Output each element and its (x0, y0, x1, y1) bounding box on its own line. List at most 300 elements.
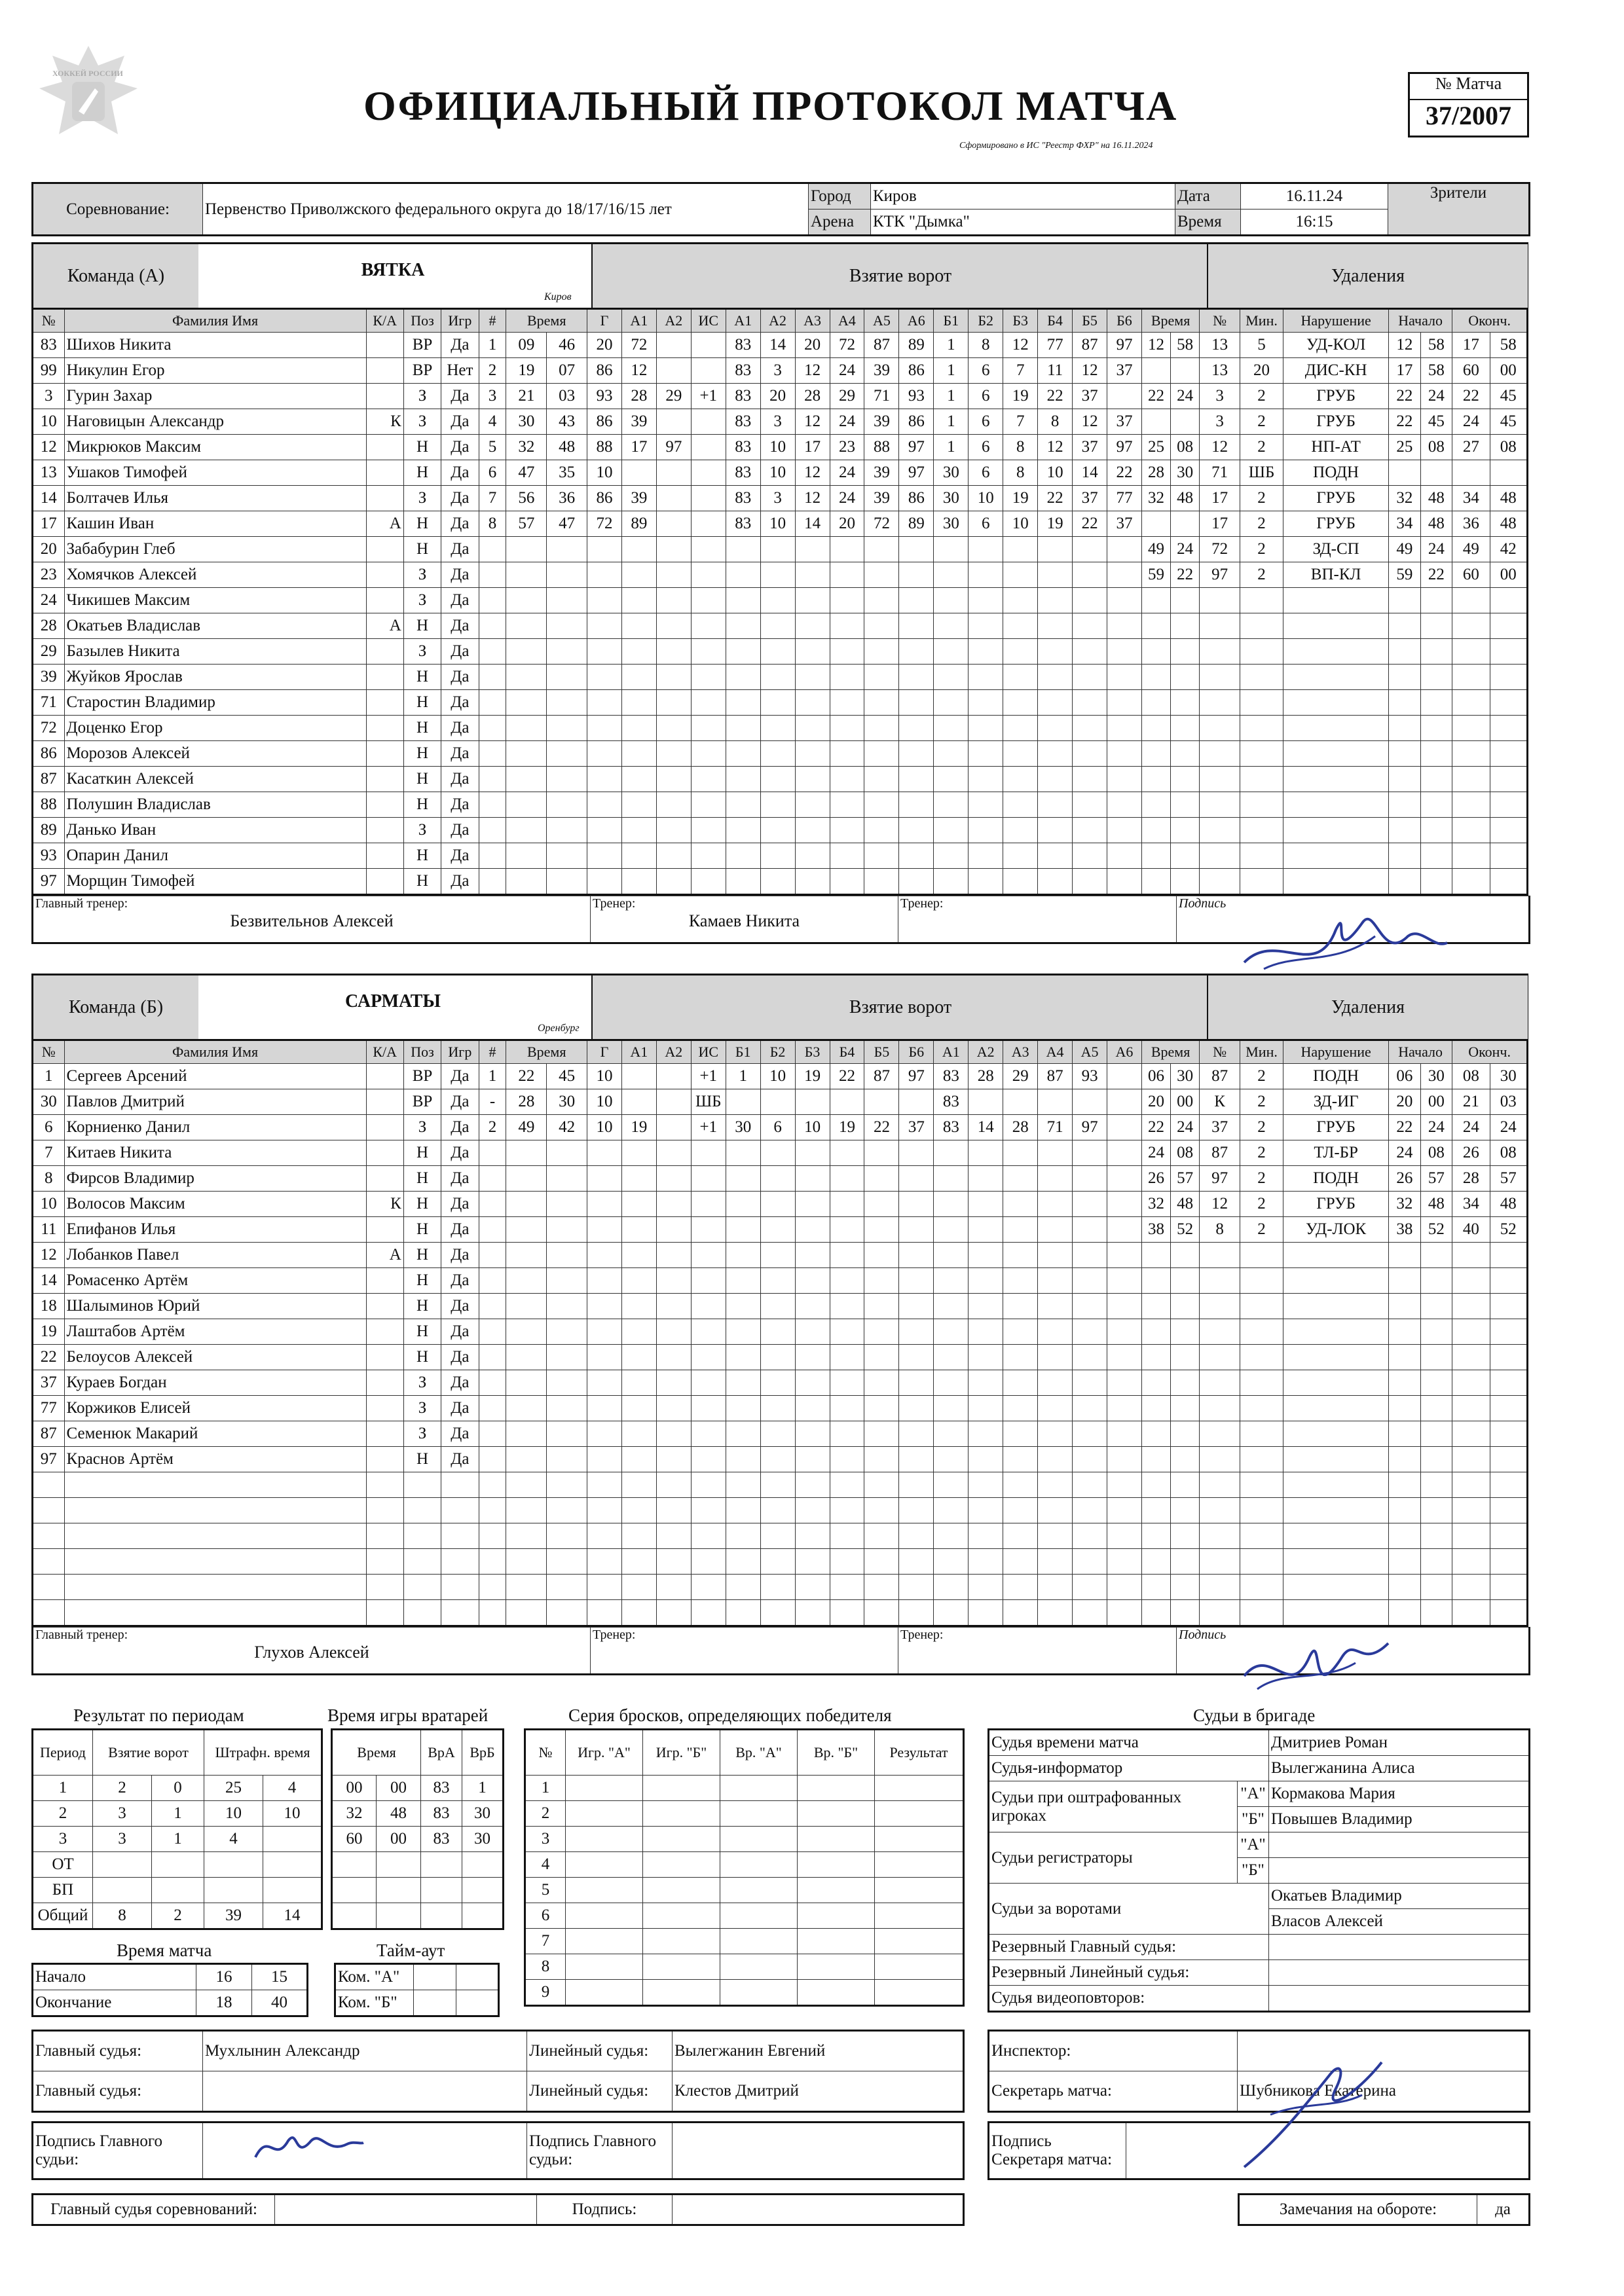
goal-cell (830, 1294, 864, 1319)
goal-cell: 83 (934, 1064, 969, 1089)
goal-cell (830, 1192, 864, 1217)
goal-cell (479, 1549, 506, 1575)
goal-cell (656, 1115, 691, 1140)
goal-cell (934, 1294, 969, 1319)
penalty-cell: 08 (1171, 435, 1200, 460)
coach-label: Тренер: (900, 1628, 944, 1642)
goal-cell (506, 1319, 547, 1345)
penalty-cell (1141, 1498, 1170, 1523)
header-onice-away: А3 (1003, 1040, 1038, 1064)
penalty-cell (1240, 1370, 1283, 1396)
shootout-no: 6 (525, 1903, 566, 1929)
penalty-cell: 26 (1389, 1166, 1421, 1192)
goal-cell (656, 869, 691, 895)
goal-cell (760, 1166, 795, 1192)
goal-cell (506, 588, 547, 613)
goal-cell (1003, 665, 1038, 690)
penalty-cell: ПОДН (1283, 1166, 1389, 1192)
penalty-cell (1389, 1549, 1421, 1575)
goal-cell (899, 767, 934, 792)
goal-cell (1038, 869, 1073, 895)
penalty-cell: 2 (1240, 537, 1283, 562)
penalty-cell: 2 (1240, 486, 1283, 511)
penalty-cell (1200, 588, 1240, 613)
goal-cell (1003, 588, 1038, 613)
player-cell: Да (441, 1166, 479, 1192)
goal-cell (1107, 818, 1142, 843)
goal-cell (621, 843, 656, 869)
goal-cell (899, 818, 934, 843)
player-cell: Болтачев Илья (64, 486, 366, 511)
goal-cell (587, 741, 621, 767)
penalty-cell (1240, 818, 1283, 843)
penalty-cell (1283, 1319, 1389, 1345)
header-play: Игр (441, 309, 479, 333)
team-a-table (31, 308, 1528, 896)
goal-cell (934, 1166, 969, 1192)
penalty-cell (1452, 1549, 1490, 1575)
player-cell: ВР (403, 358, 441, 384)
goal-cell (864, 1345, 899, 1370)
period-cell: Общий (33, 1903, 93, 1929)
goal-cell (795, 1217, 830, 1243)
penalty-cell: 22 (1420, 562, 1452, 588)
goal-cell (830, 818, 864, 843)
goal-cell (726, 1319, 760, 1345)
goal-cell (795, 639, 830, 665)
penalty-cell (1452, 716, 1490, 741)
header-onice-away: Б2 (969, 309, 1003, 333)
goal-cell (1107, 1345, 1142, 1370)
goal-cell (830, 1217, 864, 1243)
goal-cell (506, 1396, 547, 1421)
goal-cell: 10 (760, 460, 795, 486)
goal-cell (479, 1319, 506, 1345)
penalty-cell (1490, 869, 1527, 895)
penalty-cell (1389, 1421, 1421, 1447)
goal-cell (830, 792, 864, 818)
penalty-cell: 34 (1452, 1192, 1490, 1217)
goal-cell: 12 (795, 409, 830, 435)
goal-cell (726, 818, 760, 843)
goal-cell (656, 716, 691, 741)
goal-cell (1107, 869, 1142, 895)
goal-cell (899, 1243, 934, 1268)
goal-cell (899, 1549, 934, 1575)
goal-cell (1073, 1549, 1107, 1575)
goal-cell (934, 741, 969, 767)
goal-cell (726, 1421, 760, 1447)
goal-cell (506, 613, 547, 639)
goal-cell: 7 (1003, 358, 1038, 384)
penalty-cell (1240, 1447, 1283, 1472)
goal-cell (1038, 1243, 1073, 1268)
goal-cell (506, 1370, 547, 1396)
player-cell: 97 (33, 869, 65, 895)
team-b-coach1 (591, 1628, 898, 1675)
header-p_min: Мин. (1240, 1040, 1283, 1064)
player-cell: Да (441, 333, 479, 358)
goal-cell: 93 (899, 384, 934, 409)
goal-cell (969, 869, 1003, 895)
goal-cell (479, 639, 506, 665)
goal-cell (1073, 818, 1107, 843)
goal-cell: 5 (479, 435, 506, 460)
goal-cell (795, 792, 830, 818)
goal-cell (1038, 1575, 1073, 1600)
goal-cell (864, 1600, 899, 1626)
period-cell: 1 (152, 1827, 204, 1852)
goal-cell: 10 (1003, 511, 1038, 537)
reserve-linesman (1269, 1960, 1530, 1986)
header-onice-home: А5 (864, 309, 899, 333)
goal-cell (864, 1421, 899, 1447)
periods-table (31, 1728, 323, 1930)
player-cell (366, 818, 403, 843)
match-end-m: 40 (252, 1990, 308, 2016)
goal-cell (1038, 1370, 1073, 1396)
goal-cell (969, 792, 1003, 818)
reserve-referee-label: Резервный Главный судья: (989, 1935, 1269, 1960)
goal-cell (1003, 1421, 1038, 1447)
goal-cell (479, 690, 506, 716)
penalty-cell: ЗД-ИГ (1283, 1089, 1389, 1115)
shootout-cell (566, 1929, 643, 1954)
goal-cell: 28 (1003, 1115, 1038, 1140)
goalie-row (332, 1852, 504, 1878)
goal-cell (691, 792, 726, 818)
goal-cell (864, 1549, 899, 1575)
goal-cell (656, 409, 691, 435)
goal-cell (795, 767, 830, 792)
competition-info (31, 182, 1530, 236)
period-goals-header: Взятие ворот (93, 1730, 204, 1776)
goal-cell (479, 1166, 506, 1192)
player-cell: Да (441, 1115, 479, 1140)
goal-cell (587, 537, 621, 562)
goal-cell (1073, 1166, 1107, 1192)
penalty-cell: 45 (1490, 409, 1527, 435)
header-g_a2: А2 (656, 309, 691, 333)
goal-cell (691, 843, 726, 869)
goalie-cell (332, 1852, 377, 1878)
shootout-no: 8 (525, 1954, 566, 1980)
goal-cell (934, 1345, 969, 1370)
goal-cell (691, 1268, 726, 1294)
penalty-cell: 2 (1240, 1140, 1283, 1166)
penalty-cell: 59 (1141, 562, 1170, 588)
player-row (33, 511, 1528, 537)
penalty-cell: 24 (1171, 1115, 1200, 1140)
goal-cell (506, 1166, 547, 1192)
goal-cell (1003, 741, 1038, 767)
goal-cell (760, 1370, 795, 1396)
penalty-cell (1240, 1421, 1283, 1447)
penalty-cell (1141, 1396, 1170, 1421)
header-g_no: # (479, 1040, 506, 1064)
goal-cell (726, 1498, 760, 1523)
goal-cell (1107, 1140, 1142, 1166)
recorder-b-mark: "Б" (1238, 1858, 1269, 1884)
penalty-cell (1171, 358, 1200, 384)
player-cell (366, 843, 403, 869)
head-coach-name: Глухов Алексей (254, 1643, 369, 1662)
header-p_end: Оконч. (1452, 1040, 1528, 1064)
penalty-cell (1200, 869, 1240, 895)
goal-cell: 83 (726, 409, 760, 435)
goal-cell (621, 1192, 656, 1217)
reserve-linesman-label: Резервный Линейный судья: (989, 1960, 1269, 1986)
goalie-row (332, 1776, 504, 1801)
goalie-cell: 00 (377, 1827, 421, 1852)
penalty-cell (1389, 1370, 1421, 1396)
penalty-cell (1490, 639, 1527, 665)
goal-cell (969, 1396, 1003, 1421)
shootout-no: 4 (525, 1852, 566, 1878)
goal-cell (506, 869, 547, 895)
timekeeper-name: Дмитриев Роман (1269, 1730, 1530, 1756)
goalie-row (332, 1827, 504, 1852)
goal-cell (621, 562, 656, 588)
goal-cell (795, 690, 830, 716)
player-cell: Да (441, 537, 479, 562)
goal-cell (1038, 792, 1073, 818)
goal-cell (621, 1421, 656, 1447)
penalty-cell: 30 (1171, 460, 1200, 486)
penalty-cell (1171, 1421, 1200, 1447)
goal-cell: 28 (969, 1064, 1003, 1089)
goal-cell (864, 1243, 899, 1268)
goal-cell (899, 1498, 934, 1523)
goal-cell: 56 (506, 486, 547, 511)
penalty-cell (1200, 767, 1240, 792)
penalty-cell (1452, 741, 1490, 767)
goal-cell (934, 716, 969, 741)
player-row (33, 1217, 1528, 1243)
goal-cell (479, 1345, 506, 1370)
penalty-cell (1389, 1294, 1421, 1319)
player-cell: 12 (33, 1243, 65, 1268)
penalty-cell: 49 (1389, 537, 1421, 562)
penalty-cell (1420, 818, 1452, 843)
goal-cell: 37 (1073, 486, 1107, 511)
penalty-cell (1389, 1243, 1421, 1268)
header-p_time: Время (1141, 309, 1199, 333)
player-row (33, 537, 1528, 562)
penalty-cell (1141, 613, 1170, 639)
goal-cell (1073, 869, 1107, 895)
goal-cell (547, 1166, 587, 1192)
goal-cell (547, 1575, 587, 1600)
goal-cell (691, 1549, 726, 1575)
penalty-cell: 26 (1141, 1166, 1170, 1192)
player-cell: З (403, 818, 441, 843)
timeout-a-value (414, 1964, 456, 1990)
linesman-label: Линейный судья: (527, 2071, 673, 2112)
goal-cell (656, 1268, 691, 1294)
penalty-cell (1200, 1243, 1240, 1268)
penalty-cell: 12 (1389, 333, 1421, 358)
header-g_a2: А2 (656, 1040, 691, 1064)
penalty-cell (1283, 1243, 1389, 1268)
goal-cell: 12 (1003, 333, 1038, 358)
goal-cell (506, 1549, 547, 1575)
player-cell: Да (441, 1140, 479, 1166)
penalty-cell: 3 (1200, 384, 1240, 409)
penalty-cell: 30 (1490, 1064, 1527, 1089)
goal-cell (899, 537, 934, 562)
penalty-cell (1490, 1575, 1527, 1600)
goal-cell: 83 (934, 1115, 969, 1140)
goal-cell (1003, 1396, 1038, 1421)
head-coach-label: Главный тренер: (35, 896, 128, 911)
goal-cell (506, 639, 547, 665)
player-row (33, 333, 1528, 358)
goal-cell (726, 1192, 760, 1217)
goal-cell (1107, 1319, 1142, 1345)
goal-cell (969, 537, 1003, 562)
goal-cell (621, 588, 656, 613)
penalty-cell: 08 (1452, 1064, 1490, 1089)
goal-cell (1038, 1166, 1073, 1192)
penalty-cell (1490, 1523, 1527, 1549)
goal-cell (621, 818, 656, 843)
goal-cell (864, 843, 899, 869)
goal-cell (969, 1549, 1003, 1575)
goal-cell (726, 613, 760, 639)
goal-cell (547, 1217, 587, 1243)
goal-cell (547, 562, 587, 588)
team-a-head-coach (33, 896, 591, 943)
goal-cell: 12 (795, 486, 830, 511)
penalty-cell: 71 (1200, 460, 1240, 486)
goal-cell: 37 (1107, 409, 1142, 435)
goal-cell (1073, 1192, 1107, 1217)
penalty-cell (1389, 690, 1421, 716)
penalty-cell: 2 (1240, 1192, 1283, 1217)
goal-cell (547, 1268, 587, 1294)
goal-cell (479, 1192, 506, 1217)
penalty-cell: 22 (1452, 384, 1490, 409)
goal-cell (587, 1192, 621, 1217)
goal-cell: 10 (760, 1064, 795, 1089)
player-cell: Забабурин Глеб (64, 537, 366, 562)
penalty-cell: 00 (1490, 358, 1527, 384)
penalty-a-name: Кормакова Мария (1269, 1781, 1530, 1807)
penalty-cell (1420, 1319, 1452, 1345)
header-onice-away: А2 (969, 1040, 1003, 1064)
goal-cell: 24 (830, 460, 864, 486)
goal-cell (934, 818, 969, 843)
goal-cell (795, 537, 830, 562)
penalty-cell (1283, 613, 1389, 639)
goalie-cell (421, 1903, 462, 1929)
goal-cell (795, 1243, 830, 1268)
goal-cell (1073, 1396, 1107, 1421)
player-cell: Да (441, 690, 479, 716)
goal-cell (969, 1089, 1003, 1115)
goal-cell (760, 1447, 795, 1472)
shootout-title: Серия бросков, определяющих победителя (568, 1705, 892, 1725)
goal-cell (1073, 537, 1107, 562)
goal-cell: 3 (760, 409, 795, 435)
goal-cell (899, 792, 934, 818)
player-cell: 22 (33, 1345, 65, 1370)
player-row (33, 1498, 1528, 1523)
goal-cell (760, 1549, 795, 1575)
header-onice-home: Б4 (830, 1040, 864, 1064)
penalty-cell (1452, 1345, 1490, 1370)
goal-cell (587, 869, 621, 895)
penalty-cell (1389, 818, 1421, 843)
goal-cell: 10 (969, 486, 1003, 511)
goal-cell (899, 869, 934, 895)
goal-cell (760, 1089, 795, 1115)
penalty-cell (1490, 1549, 1527, 1575)
penalty-cell (1141, 511, 1170, 537)
goal-cell (506, 741, 547, 767)
goal-cell (656, 1600, 691, 1626)
goal-cell: 45 (547, 1064, 587, 1089)
penalty-cell (1141, 1549, 1170, 1575)
penalty-cell (1420, 588, 1452, 613)
goal-cell (1073, 1140, 1107, 1166)
match-start-m: 15 (252, 1964, 308, 1990)
header-p_inf: Нарушение (1283, 309, 1389, 333)
goal-cell (506, 1294, 547, 1319)
team-b-penalties-title: Удаления (1207, 975, 1528, 1039)
goal-cell (547, 1294, 587, 1319)
penalty-cell (1490, 818, 1527, 843)
player-cell: Н (403, 1192, 441, 1217)
period-row (33, 1878, 322, 1903)
goal-cell: 29 (830, 384, 864, 409)
player-cell (366, 1370, 403, 1396)
period-cell (204, 1878, 263, 1903)
goal-cell: 77 (1038, 333, 1073, 358)
goal-cell (969, 1319, 1003, 1345)
goal-cell (656, 1472, 691, 1498)
penalty-cell (1389, 1498, 1421, 1523)
penalty-cell: 12 (1200, 1192, 1240, 1217)
player-cell: Корниенко Данил (64, 1115, 366, 1140)
goal-cell (691, 1498, 726, 1523)
goal-cell (1107, 1166, 1142, 1192)
timeout-title: Тайм-аут (377, 1941, 445, 1960)
city-value: Киров (871, 183, 1175, 210)
shootout-cell (720, 1929, 798, 1954)
penalty-cell (1200, 1421, 1240, 1447)
player-cell: Кураев Богдан (64, 1370, 366, 1396)
goal-cell: 12 (1073, 358, 1107, 384)
penalty-cell: 72 (1200, 537, 1240, 562)
penalty-cell (1452, 639, 1490, 665)
goal-cell (1003, 1217, 1038, 1243)
goal-cell (1107, 1192, 1142, 1217)
penalty-cell (1171, 792, 1200, 818)
player-cell: Н (403, 1268, 441, 1294)
penalty-cell (1420, 1575, 1452, 1600)
goal-cell (795, 869, 830, 895)
penalty-cell (1420, 1498, 1452, 1523)
penalty-cell: 24 (1389, 1140, 1421, 1166)
goal-cell (1038, 1268, 1073, 1294)
header-onice-away: Б5 (1073, 309, 1107, 333)
player-cell (33, 1472, 65, 1498)
goal-cell (864, 537, 899, 562)
player-cell: А (366, 511, 403, 537)
main-referee-2 (203, 2071, 527, 2112)
